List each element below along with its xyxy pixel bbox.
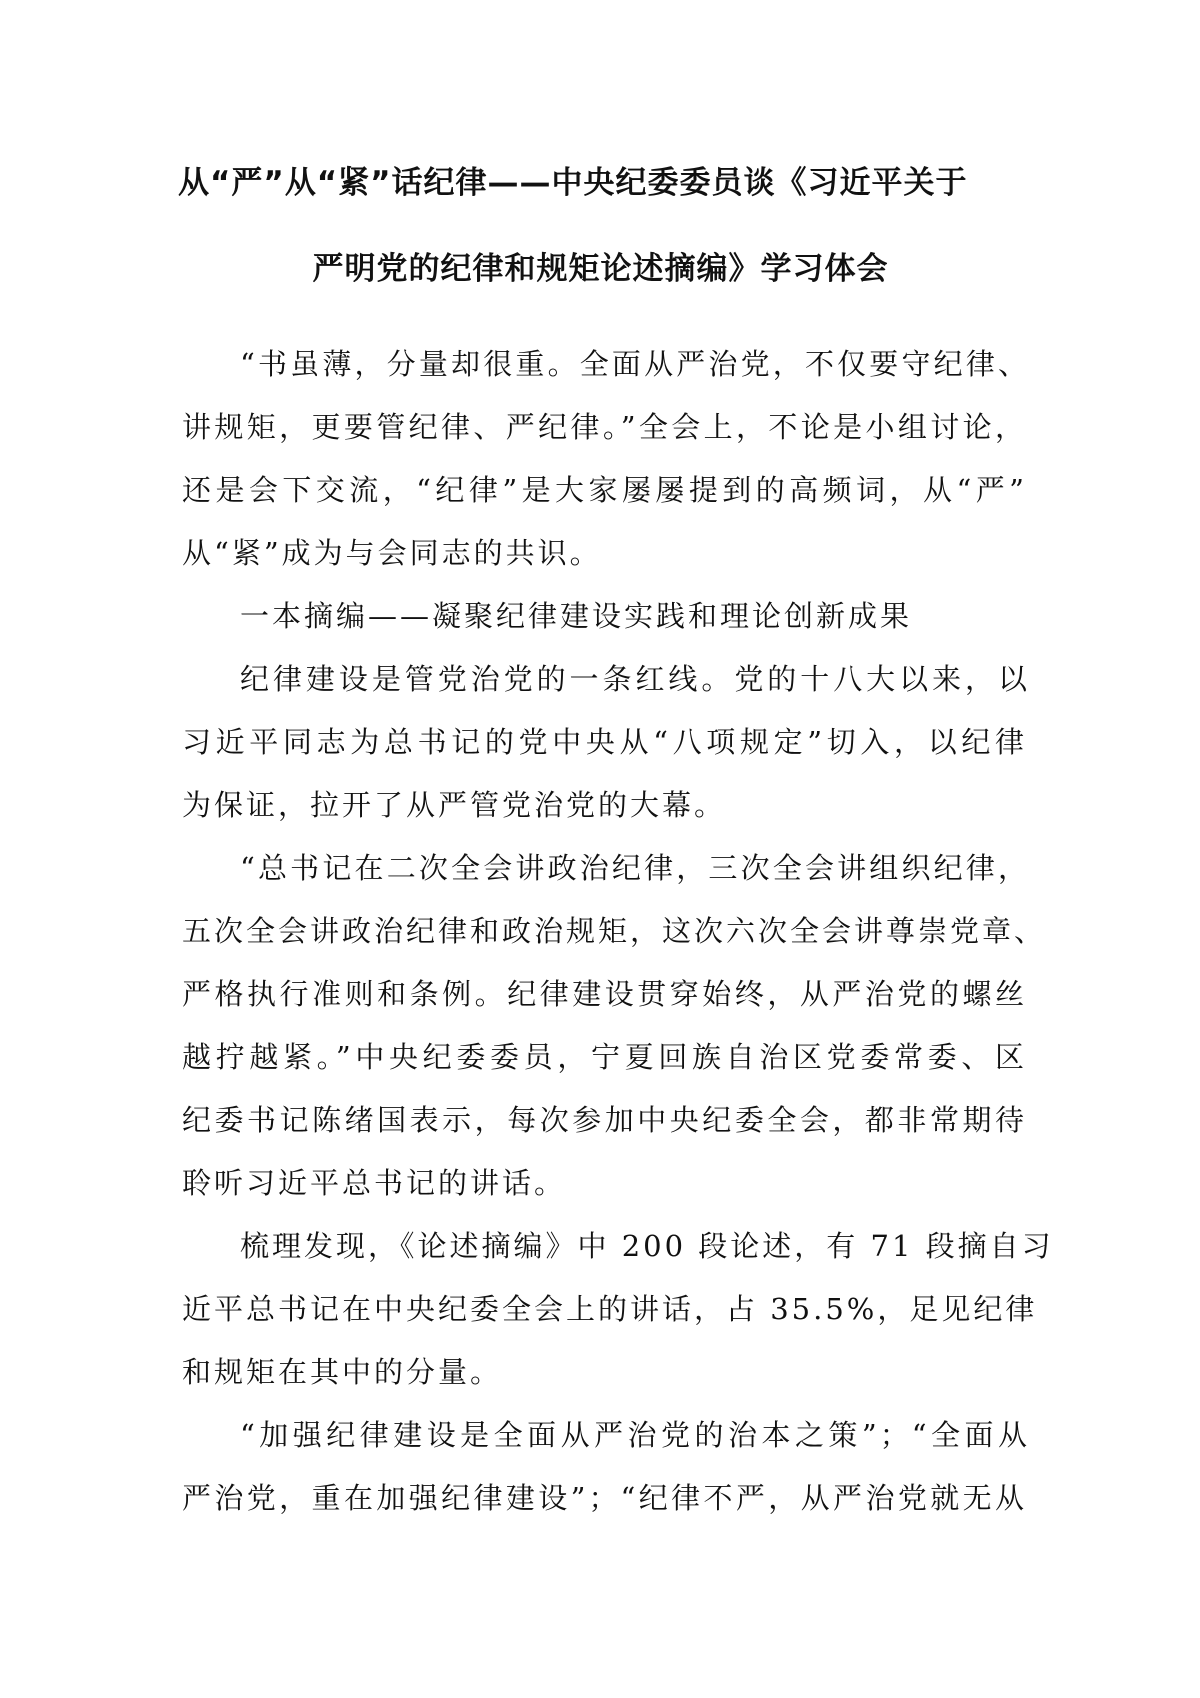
paragraph-line: 严格执行准则和条例。纪律建设贯穿始终，从严治党的螺丝: [182, 977, 1027, 1011]
paragraph-line: 近平总书记在中央纪委全会上的讲话，占 35.5%，足见纪律: [182, 1292, 1038, 1326]
document-title-line-1: 从“严”从“紧”话纪律——中央纪委委员谈《习近平关于: [178, 165, 968, 201]
section-heading: 一本摘编——凝聚纪律建设实践和理论创新成果: [240, 599, 913, 633]
paragraph-line: 五次全会讲政治纪律和政治规矩，这次六次全会讲尊崇党章、: [182, 914, 1047, 948]
paragraph-line: 严治党，重在加强纪律建设”；“纪律不严，从严治党就无从: [182, 1481, 1027, 1515]
paragraph-line: 从“紧”成为与会同志的共识。: [182, 536, 602, 570]
paragraph-line: 讲规矩，更要管纪律、严纪律。”全会上，不论是小组讨论，: [182, 410, 1027, 444]
paragraph-line: 和规矩在其中的分量。: [182, 1355, 503, 1389]
document-title-line-2: 严明党的纪律和规矩论述摘编》学习体会: [312, 251, 889, 287]
paragraph-line: “总书记在二次全会讲政治纪律，三次全会讲组织纪律，: [240, 851, 1030, 885]
paragraph-line: “书虽薄，分量却很重。全面从严治党，不仅要守纪律、: [240, 347, 1030, 381]
paragraph-line: 纪委书记陈绪国表示，每次参加中央纪委全会，都非常期待: [182, 1103, 1027, 1137]
paragraph-line: 纪律建设是管党治党的一条红线。党的十八大以来，以: [240, 662, 1030, 696]
paragraph-line: 聆听习近平总书记的讲话。: [182, 1166, 567, 1200]
paragraph-line: 为保证，拉开了从严管党治党的大幕。: [182, 788, 727, 822]
paragraph-line: “加强纪律建设是全面从严治党的治本之策”；“全面从: [240, 1418, 1030, 1452]
paragraph-line: 还是会下交流，“纪律”是大家屡屡提到的高频词，从“严”: [182, 473, 1027, 507]
paragraph-line: 习近平同志为总书记的党中央从“八项规定”切入，以纪律: [182, 725, 1027, 759]
paragraph-line: 梳理发现，《论述摘编》中 200 段论述，有 71 段摘自习: [240, 1229, 1054, 1263]
paragraph-line: 越拧越紧。”中央纪委委员，宁夏回族自治区党委常委、区: [182, 1040, 1027, 1074]
